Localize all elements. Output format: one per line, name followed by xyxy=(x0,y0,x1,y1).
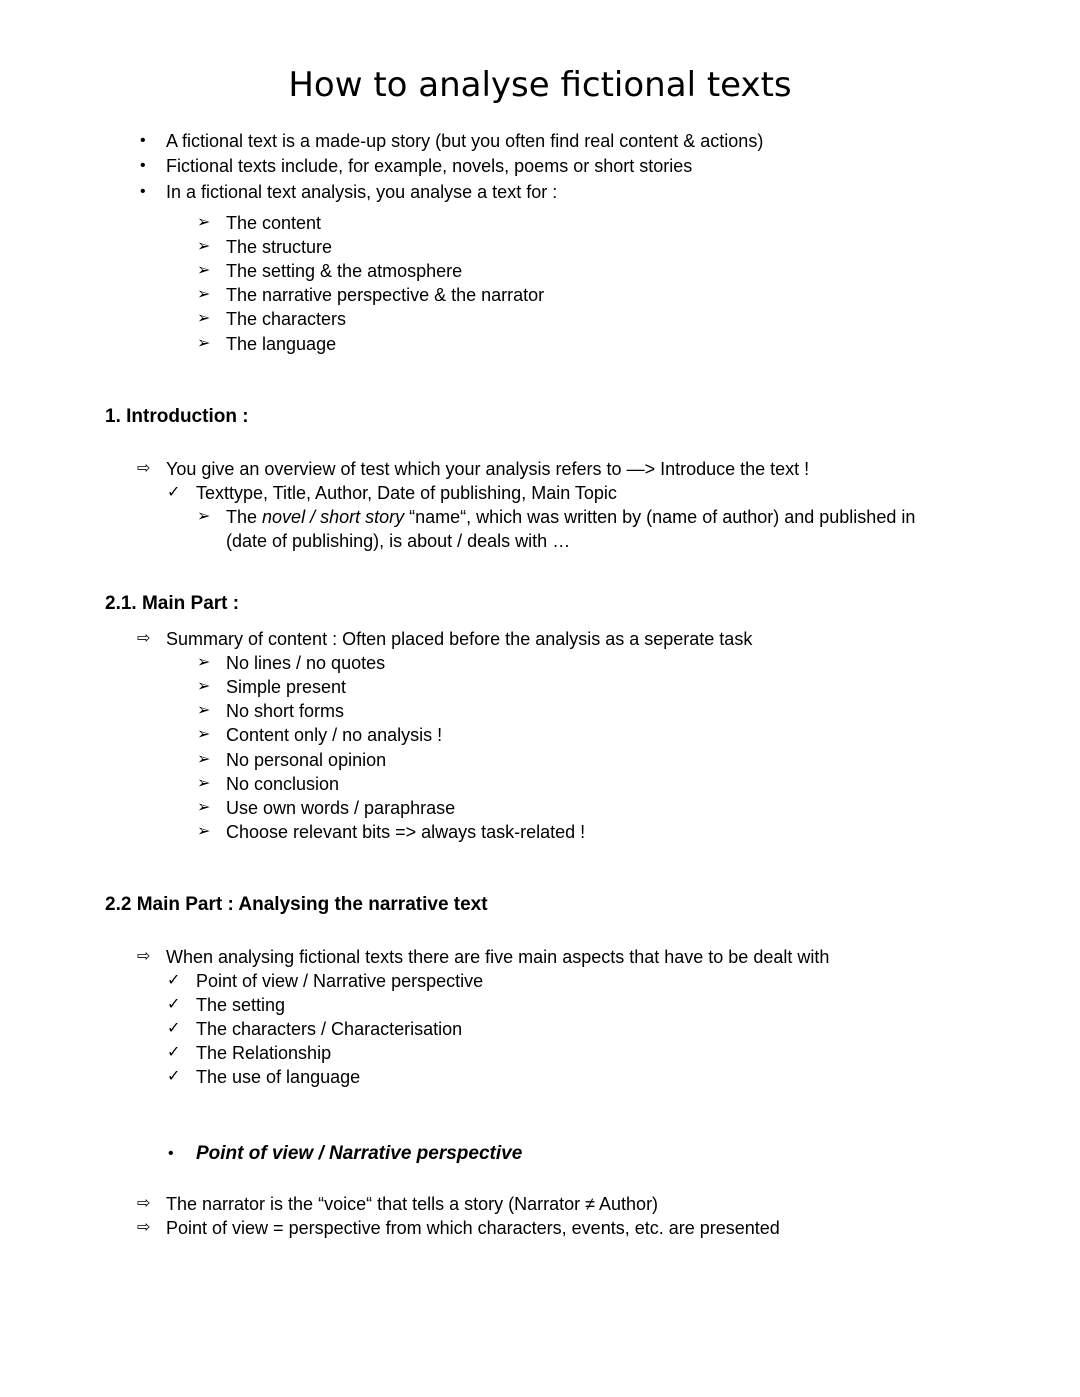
list-item: No short forms xyxy=(226,701,345,721)
list-item: Texttype, Title, Author, Date of publishing, Main Topic xyxy=(196,483,617,503)
arrowhead-icon: ➢ xyxy=(197,214,211,231)
list-item: In a fictional text analysis, you analyse a text for : xyxy=(166,182,558,202)
list-item: Summary of content : Often placed before the analysis as a seperate task xyxy=(166,629,753,649)
arrowhead-icon: ➢ xyxy=(197,823,211,840)
bullet-icon: • xyxy=(140,157,146,174)
bullet-icon: • xyxy=(168,1145,174,1162)
list-item: Choose relevant bits => always task-related ! xyxy=(226,822,586,842)
list-item: The setting & the atmosphere xyxy=(226,261,463,281)
arrowhead-icon: ➢ xyxy=(197,654,211,671)
list-item: The language xyxy=(226,334,337,354)
text: The xyxy=(226,507,263,527)
list-item: Point of view = perspective from which characters, events, etc. are presented xyxy=(166,1218,780,1238)
section-heading: 2.2 Main Part : Analysing the narrative text xyxy=(105,894,488,915)
list-item xyxy=(226,506,915,528)
list-item: Fictional texts include, for example, novels, poems or short stories xyxy=(166,156,693,176)
arrowhead-icon: ➢ xyxy=(197,751,211,768)
list-item: No personal opinion xyxy=(226,750,387,770)
arrowhead-icon: ➢ xyxy=(197,775,211,792)
list-item: The setting xyxy=(196,995,286,1015)
arrowhead-icon: ➢ xyxy=(197,335,211,352)
list-item: The structure xyxy=(226,237,333,257)
arrowhead-icon: ➢ xyxy=(197,678,211,695)
list-item: The characters / Characterisation xyxy=(196,1019,463,1039)
list-item: A fictional text is a made-up story (but you often find real content & actions) xyxy=(166,131,764,151)
list-item: When analysing fictional texts there are five main aspects that have to be dealt with xyxy=(166,947,830,967)
arrowhead-icon: ➢ xyxy=(197,508,211,525)
arrow-right-icon: ⇨ xyxy=(137,1195,151,1212)
list-item-continuation: (date of publishing), is about / deals with … xyxy=(226,531,571,551)
list-item: The characters xyxy=(226,309,347,329)
arrowhead-icon: ➢ xyxy=(197,286,211,303)
arrow-right-icon: ⇨ xyxy=(137,948,151,965)
arrow-right-icon: ⇨ xyxy=(137,1219,151,1236)
arrowhead-icon: ➢ xyxy=(197,262,211,279)
list-item: The use of language xyxy=(196,1067,361,1087)
page-title: How to analyse fictional texts xyxy=(288,65,792,105)
arrow-right-icon: ⇨ xyxy=(137,630,151,647)
bullet-icon: • xyxy=(140,132,146,149)
list-item: The Relationship xyxy=(196,1043,332,1063)
list-item: Use own words / paraphrase xyxy=(226,798,456,818)
list-item: Simple present xyxy=(226,677,347,697)
check-icon: ✓ xyxy=(167,1044,181,1061)
list-item: No lines / no quotes xyxy=(226,653,386,673)
list-item: The narrator is the “voice“ that tells a story (Narrator ≠ Author) xyxy=(166,1194,659,1214)
arrowhead-icon: ➢ xyxy=(197,702,211,719)
check-icon: ✓ xyxy=(167,996,181,1013)
arrowhead-icon: ➢ xyxy=(197,238,211,255)
arrowhead-icon: ➢ xyxy=(197,726,211,743)
check-icon: ✓ xyxy=(167,1068,181,1085)
arrow-right-icon: ⇨ xyxy=(137,460,151,477)
text: “name“, which was written by (name of author) and published in xyxy=(404,507,916,527)
check-icon: ✓ xyxy=(167,1020,181,1037)
section-heading: 2.1. Main Part : xyxy=(105,593,240,614)
arrowhead-icon: ➢ xyxy=(197,310,211,327)
list-item: Point of view / Narrative perspective xyxy=(196,971,484,991)
section-heading: 1. Introduction : xyxy=(105,406,249,427)
list-item: The narrative perspective & the narrator xyxy=(226,285,545,305)
check-icon: ✓ xyxy=(167,972,181,989)
italic-text: novel / short story xyxy=(262,507,405,527)
bullet-icon: • xyxy=(140,183,146,200)
list-item: You give an overview of test which your analysis refers to —> Introduce the text ! xyxy=(166,459,810,479)
list-item: No conclusion xyxy=(226,774,340,794)
arrowhead-icon: ➢ xyxy=(197,799,211,816)
subsection-heading: Point of view / Narrative perspective xyxy=(196,1143,523,1164)
list-item: The content xyxy=(226,213,322,233)
check-icon: ✓ xyxy=(167,484,181,501)
list-item: Content only / no analysis ! xyxy=(226,725,443,745)
